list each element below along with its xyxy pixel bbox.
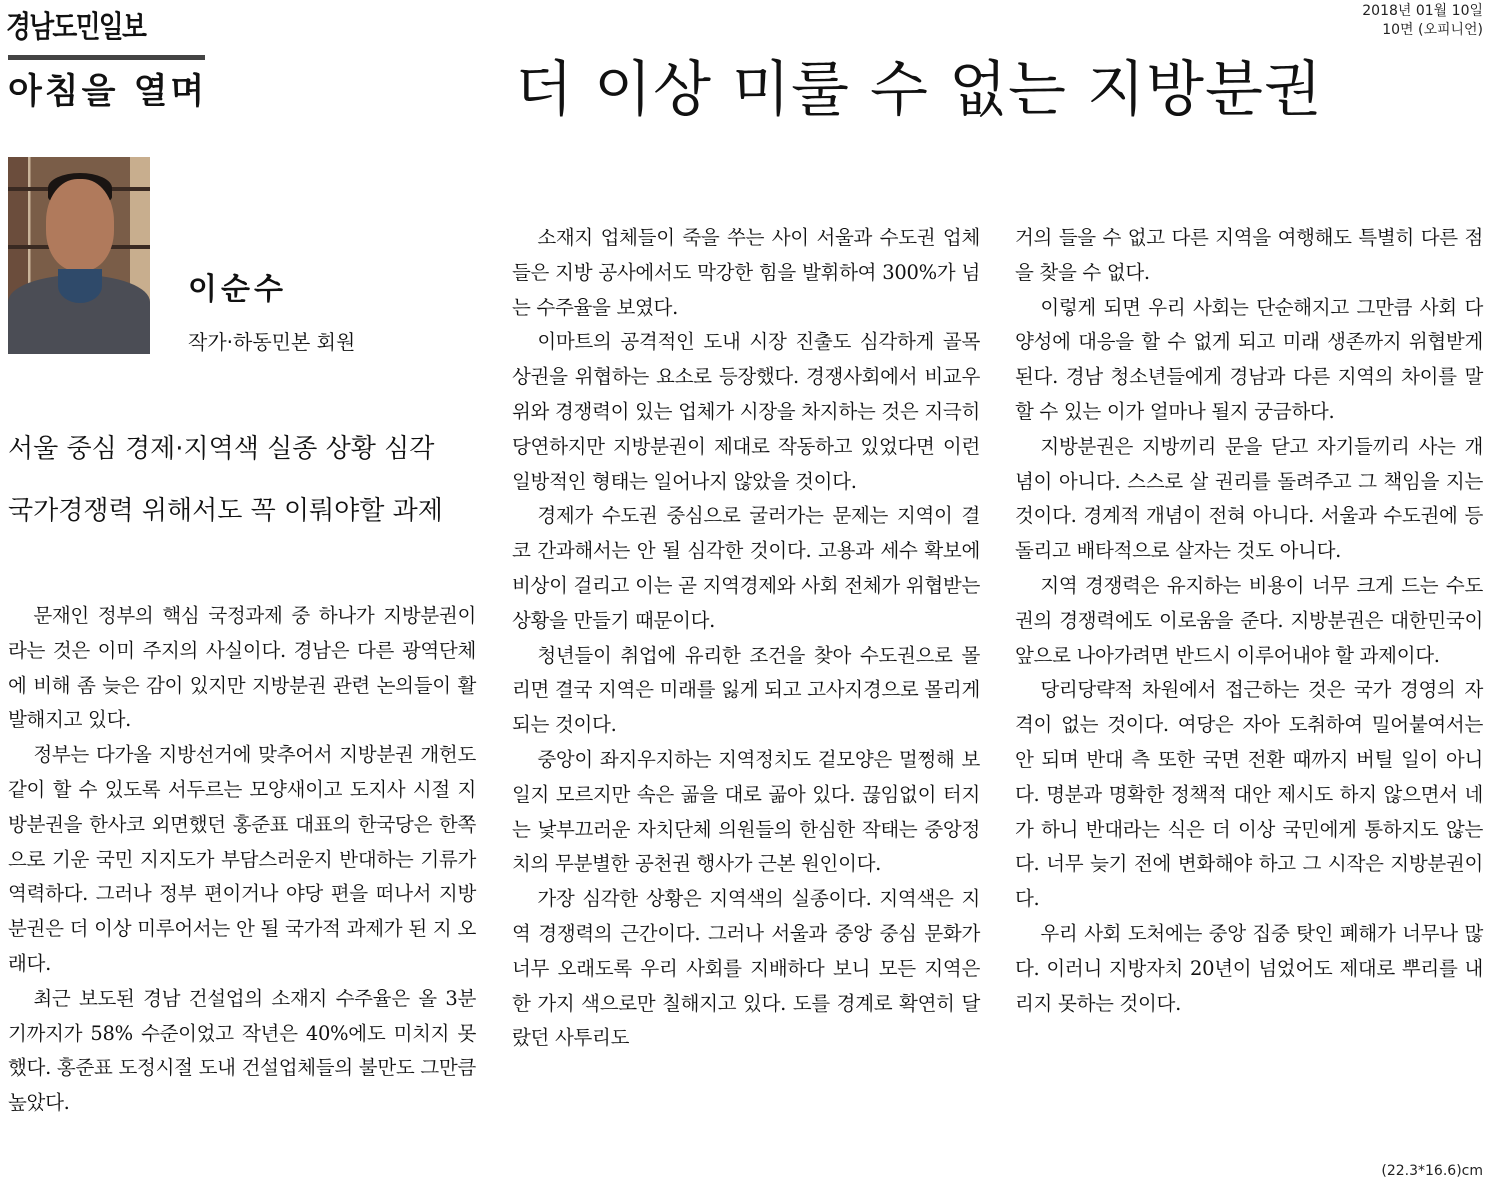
paragraph: 중앙이 좌지우지하는 지역정치도 겉모양은 멀쩡해 보일지 모르지만 속은 곪을 대로 곪아 있다. 끊임없이 터지는 낯부끄러운 자치단체 의원들의 한심한 작태는 중앙정치의 무분별한 공천권 행사가 근본 원인이다. [512, 747, 980, 876]
publication-date: 2018년 01월 10일 [1362, 3, 1483, 19]
paragraph: 지방분권은 지방끼리 문을 닫고 자기들끼리 사는 개념이 아니다. 스스로 살 권리를 돌려주고 그 책임을 지는 것이다. 경계적 개념이 전혀 아니다. 서울과 수도권에 등 돌리고 배타적으로 살자는 것도 아니다. [1015, 434, 1483, 563]
article-column-3 [1015, 221, 1483, 1021]
paragraph: 이마트의 공격적인 도내 시장 진출도 심각하게 골목상권을 위협하는 요소로 등장했다. 경쟁사회에서 비교우위와 경쟁력이 있는 업체가 시장을 차지하는 것은 지극히 당연하지만 지방분권이 제대로 작동하고 있었다면 이런 일방적인 형태는 일어나지 않았을 것이다. [512, 330, 980, 493]
masthead-logo: 경남도민일보 [6, 10, 146, 45]
paragraph: 거의 들을 수 없고 다른 지역을 여행해도 특별히 다른 점을 찾을 수 없다. [1015, 226, 1483, 284]
paragraph: 경제가 수도권 중심으로 굴러가는 문제는 지역이 결코 간과해서는 안 될 심각한 것이다. 고용과 세수 확보에 비상이 걸리고 이는 곧 지역경제와 사회 전체가 위협받는 상황을 만들기 때문이다. [512, 504, 980, 632]
clipping-size: (22.3*16.6)cm [1381, 1163, 1483, 1179]
date-info [1362, 2, 1483, 40]
subhead-1: 서울 중심 경제·지역색 실종 상황 심각 [8, 434, 435, 464]
article-column-1 [8, 599, 476, 1121]
author-role: 작가·하동민본 회원 [188, 330, 356, 354]
paragraph: 지역 경쟁력은 유지하는 비용이 너무 크게 드는 수도권의 경쟁력에도 이로움을 준다. 지방분권은 대한민국이 앞으로 나아가려면 반드시 이루어내야 할 과제이다. [1015, 573, 1483, 667]
section-name: 아침을 열며 [8, 72, 208, 112]
paragraph: 문재인 정부의 핵심 국정과제 중 하나가 지방분권이라는 것은 이미 주지의 사실이다. 경남은 다른 광역단체에 비해 좀 늦은 감이 있지만 지방분권 관련 논의들이 활발해지고 있다. [8, 604, 476, 732]
paragraph: 가장 심각한 상황은 지역색의 실종이다. 지역색은 지역 경쟁력의 근간이다. 그러나 서울과 중앙 중심 문화가 너무 오래도록 우리 사회를 지배하다 보니 모든 지역은 한 가지 색으로만 칠해지고 있다. 도를 경계로 확연히 달랐던 사투리도 [512, 887, 980, 1050]
paragraph: 청년들이 취업에 유리한 조건을 찾아 수도권으로 몰리면 결국 지역은 미래를 잃게 되고 고사지경으로 몰리게 되는 것이다. [512, 643, 980, 737]
paragraph: 최근 보도된 경남 건설업의 소재지 수주율은 올 3분기까지가 58% 수준이었고 작년은 40%에도 미치지 못했다. 홍준표 도정시절 도내 건설업체들의 불만도 그만큼 높았다. [8, 986, 476, 1115]
page-number: 10면 (오피니언) [1382, 22, 1483, 38]
headline: 더 이상 미룰 수 없는 지방분권 [515, 55, 1323, 125]
paragraph: 정부는 다가올 지방선거에 맞추어서 지방분권 개헌도 같이 할 수 있도록 서두르는 모양새이고 도지사 시절 지방분권을 한사코 외면했던 홍준표 대표의 한국당은 한쪽으로 기운 국민 지지도가 부담스러운지 반대하는 기류가 역력하다. 그러나 정부 편이거나 야당 편을 떠나서 지방분권은 더 이상 미루어서는 안 될 국가적 과제가 된 지 오래다. [8, 743, 476, 975]
author-name: 이순수 [188, 272, 287, 307]
section-rule [8, 55, 205, 60]
subhead-2: 국가경쟁력 위해서도 꼭 이뤄야할 과제 [8, 496, 443, 526]
author-photo [8, 157, 150, 354]
paragraph: 이렇게 되면 우리 사회는 단순해지고 그만큼 사회 다양성에 대응을 할 수 없게 되고 미래 생존까지 위협받게 된다. 경남 청소년들에게 경남과 다른 지역의 차이를 말할 수 있는 이가 얼마나 될지 궁금하다. [1015, 295, 1483, 423]
paragraph: 우리 사회 도처에는 중앙 집중 탓인 폐해가 너무나 많다. 이러니 지방자치 20년이 넘었어도 제대로 뿌리를 내리지 못하는 것이다. [1015, 921, 1483, 1015]
article-column-2 [512, 221, 980, 1056]
paragraph: 소재지 업체들이 죽을 쑤는 사이 서울과 수도권 업체들은 지방 공사에서도 막강한 힘을 발휘하여 300%가 넘는 수주율을 보였다. [512, 226, 980, 319]
paragraph: 당리당략적 차원에서 접근하는 것은 국가 경영의 자격이 없는 것이다. 여당은 자아 도취하여 밀어붙여서는 안 되며 반대 측 또한 국면 전환 때까지 버틸 일이 아니다. 명분과 명확한 정책적 대안 제시도 하지 않으면서 네가 하니 반대라는 식은 더 이상 국민에게 통하지도 않는다. 너무 늦기 전에 변화해야 하고 그 시작은 지방분권이다. [1015, 678, 1483, 911]
